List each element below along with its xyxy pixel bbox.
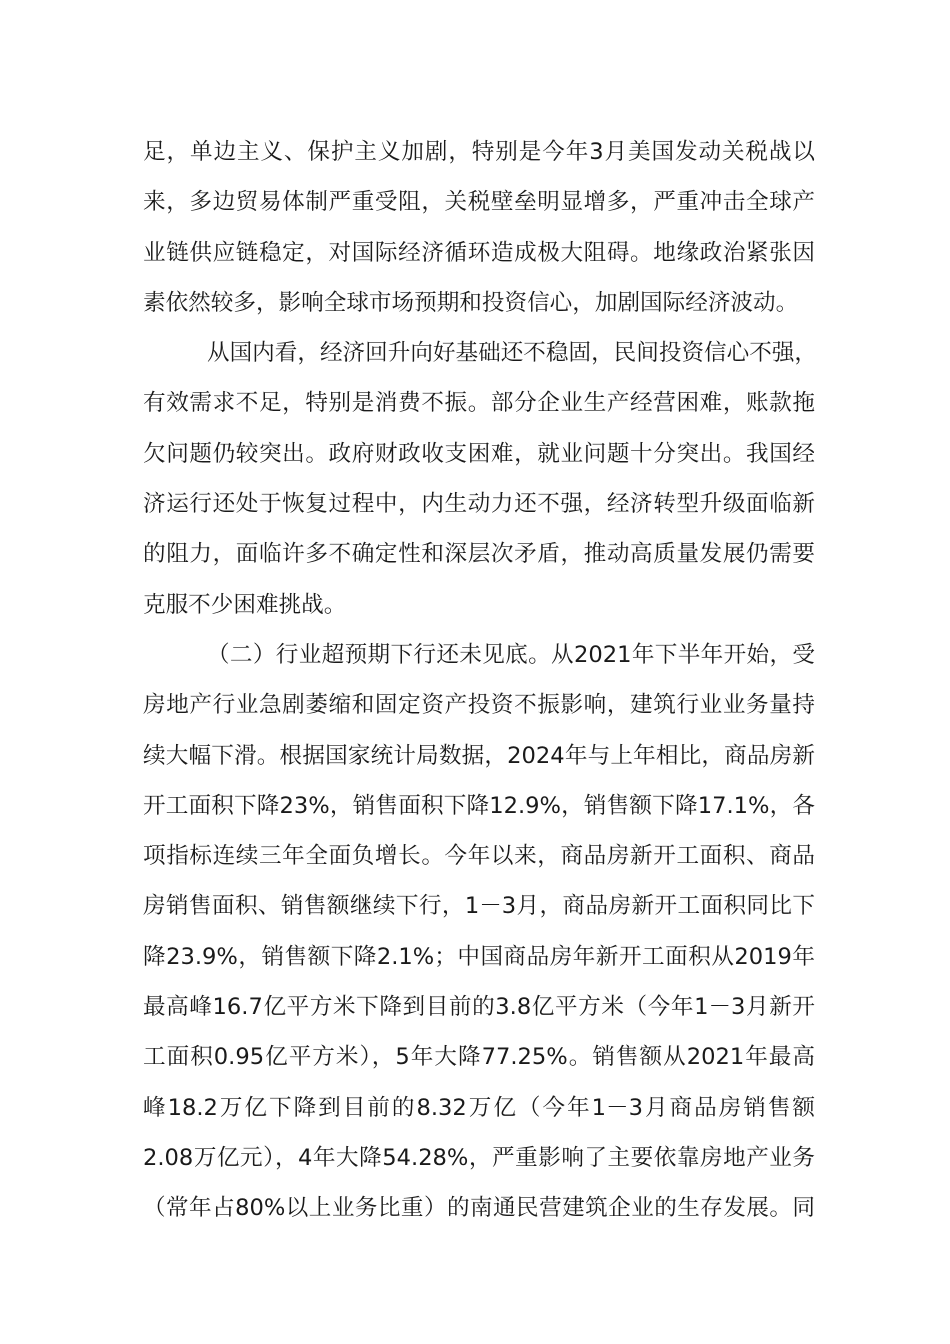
paragraph-international-situation [143, 127, 815, 328]
text-line: 2.08万亿元），4年大降54.28%，严重影响了主要依靠房地产业务 [143, 1144, 815, 1171]
text-line: 业链供应链稳定，对国际经济循环造成极大阻碍。地缘政治紧张因 [143, 239, 815, 266]
text-line: 工面积0.95亿平方米），5年大降77.25%。销售额从2021年最高 [143, 1044, 815, 1071]
text-line: 济运行还处于恢复过程中，内生动力还不强，经济转型升级面临新 [143, 491, 815, 518]
section-heading-line: （二）行业超预期下行还未见底。从2021年下半年开始，受 [207, 641, 815, 668]
text-line: 的阻力，面临许多不确定性和深层次矛盾，推动高质量发展仍需要 [143, 541, 815, 568]
text-line: 续大幅下滑。根据国家统计局数据，2024年与上年相比，商品房新 [143, 742, 815, 769]
paragraph-domestic-situation [143, 328, 818, 630]
paragraph-industry-decline [143, 630, 815, 1234]
text-line: 足，单边主义、保护主义加剧，特别是今年3月美国发动关税战以 [143, 139, 815, 165]
text-line: 欠问题仍较突出。政府财政收支困难，就业问题十分突出。我国经 [143, 440, 815, 467]
text-line: 来，多边贸易体制严重受阻，关税壁垒明显增多，严重冲击全球产 [143, 189, 815, 216]
text-line: 房销售面积、销售额继续下行，1－3月，商品房新开工面积同比下 [143, 893, 815, 920]
text-line: 素依然较多，影响全球市场预期和投资信心，加剧国际经济波动。 [143, 289, 799, 316]
text-line: 降23.9%，销售额下降2.1%；中国商品房年新开工面积从2019年 [143, 943, 815, 970]
text-line: 从国内看，经济回升向好基础还不稳固，民间投资信心不强， [207, 340, 818, 367]
text-line: 有效需求不足，特别是消费不振。部分企业生产经营困难，账款拖 [143, 390, 815, 417]
text-line: 最高峰16.7亿平方米下降到目前的3.8亿平方米（今年1－3月新开 [143, 994, 815, 1021]
text-line: 克服不少困难挑战。 [143, 591, 347, 618]
text-line: （常年占80%以上业务比重）的南通民营建筑企业的生存发展。同 [143, 1195, 815, 1222]
document-body [143, 127, 818, 1234]
text-line: 项指标连续三年全面负增长。今年以来，商品房新开工面积、商品 [143, 843, 815, 870]
text-line: 峰18.2万亿下降到目前的8.32万亿（今年1－3月商品房销售额 [143, 1094, 815, 1121]
text-line: 房地产行业急剧萎缩和固定资产投资不振影响，建筑行业业务量持 [143, 692, 815, 719]
text-line: 开工面积下降23%，销售面积下降12.9%，销售额下降17.1%，各 [143, 792, 815, 819]
